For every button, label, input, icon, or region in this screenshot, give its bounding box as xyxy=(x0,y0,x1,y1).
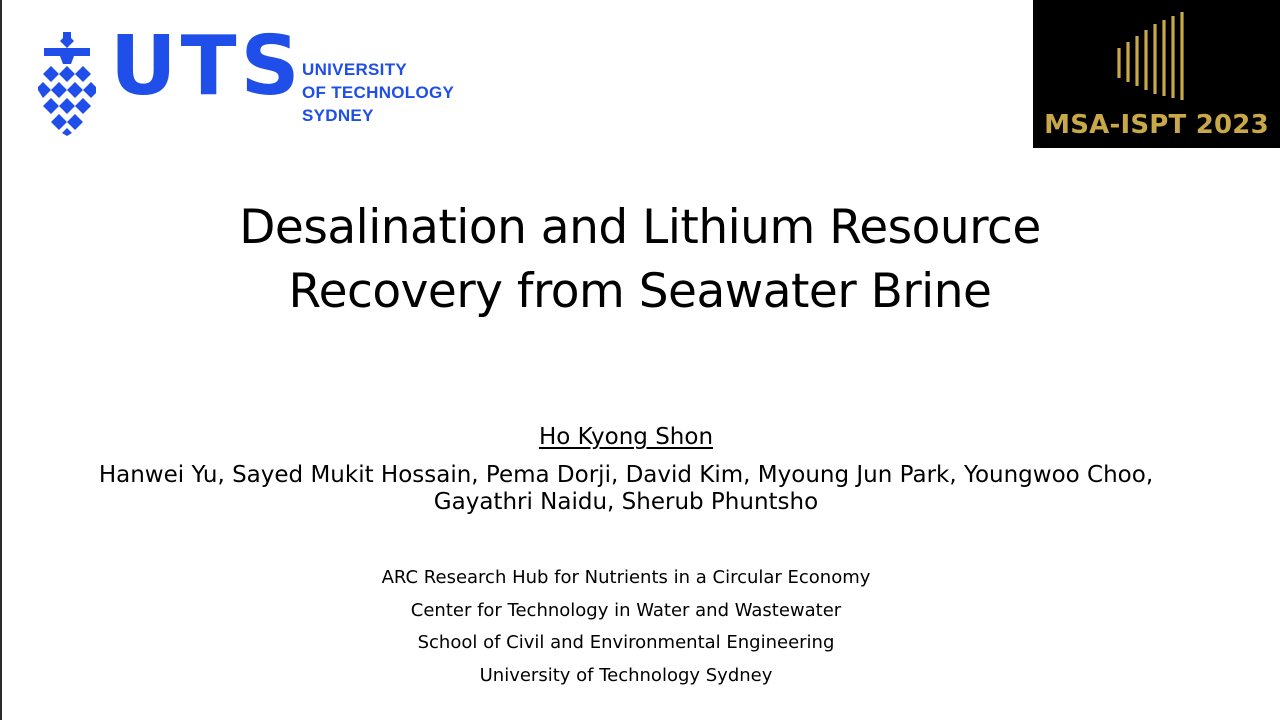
coauthors-line: Gayathri Naidu, Sherub Phuntsho xyxy=(433,489,819,515)
university-name-line: OF TECHNOLOGY xyxy=(302,83,455,102)
affiliation-line: School of Civil and Environmental Engineering xyxy=(417,632,835,653)
university-name-line: UNIVERSITY xyxy=(302,60,408,79)
presenting-author xyxy=(0,424,1252,450)
conference-bars-icon xyxy=(1113,12,1193,102)
uts-wordmark: UTS xyxy=(110,19,304,114)
coauthors-line: Hanwei Yu, Sayed Mukit Hossain, Pema Dorji, David Kim, Myoung Jun Park, Youngwoo Choo, xyxy=(98,462,1154,488)
university-name-line: SYDNEY xyxy=(302,106,374,125)
affiliation-line: Center for Technology in Water and Wastewater xyxy=(410,599,842,621)
coauthors xyxy=(0,462,1252,516)
slide-title xyxy=(0,196,1280,324)
presenter-name: Ho Kyong Shon xyxy=(538,424,714,450)
conference-logo xyxy=(1033,0,1280,148)
title-line: Recovery from Seawater Brine xyxy=(288,264,992,319)
affiliation-line: ARC Research Hub for Nutrients in a Circular Economy xyxy=(381,567,871,588)
uts-emblem-icon xyxy=(38,32,96,136)
university-name xyxy=(302,58,502,127)
title-line: Desalination and Lithium Resource xyxy=(239,200,1041,255)
affiliations xyxy=(0,562,1252,692)
conference-logo-text: MSA-ISPT 2023 xyxy=(1044,110,1269,140)
affiliation-line: University of Technology Sydney xyxy=(479,664,773,686)
